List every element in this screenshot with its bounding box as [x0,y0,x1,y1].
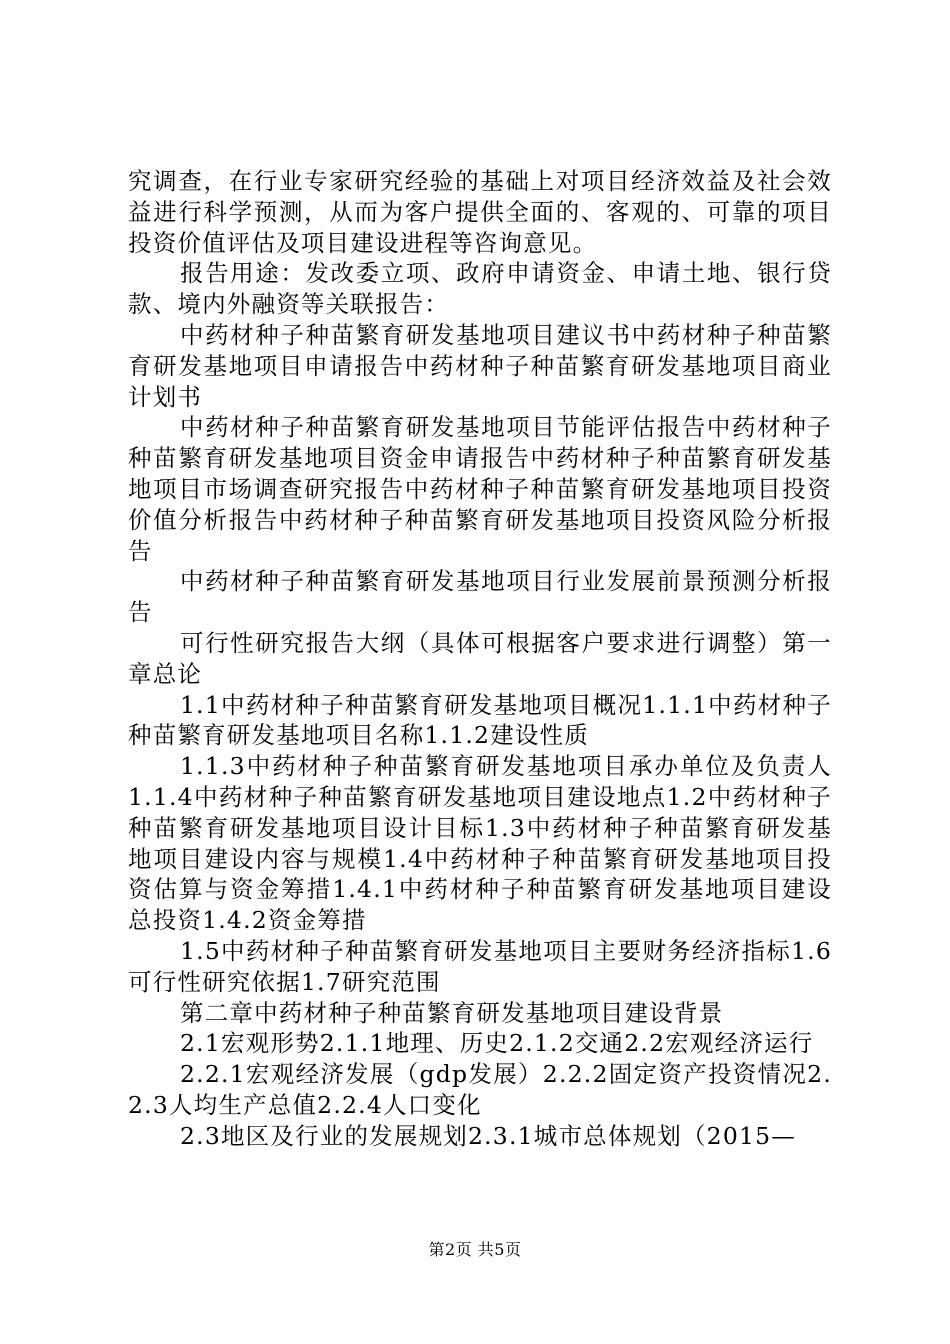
page-number: 第2页 共5页 [428,1240,522,1259]
paragraph: 1.1中药材种子种苗繁育研发基地项目概况1.1.1中药材种子种苗繁育研发基地项目名称1.1.2建设性质 [128,690,832,750]
paragraph: 报告用途：发改委立项、政府申请资金、申请土地、银行贷款、境内外融资等关联报告： [128,259,832,319]
paragraph: 第二章中药材种子种苗繁育研发基地项目建设背景 [180,998,724,1027]
paragraph: 2.2.1宏观经济发展（gdp发展）2.2.2固定资产投资情况2.2.3人均生产总值2.2.4人口变化 [128,1060,832,1119]
paragraph: 中药材种子种苗繁育研发基地项目建议书中药材种子种苗繁育研发基地项目申请报告中药材种子种苗繁育研发基地项目商业计划书 [128,320,832,411]
paragraph: 2.3地区及行业的发展规划2.3.1城市总体规划（2015— [180,1121,796,1150]
page-footer [0,1237,950,1260]
paragraph: 中药材种子种苗繁育研发基地项目行业发展前景预测分析报告 [128,567,832,627]
paragraph: 中药材种子种苗繁育研发基地项目节能评估报告中药材种子种苗繁育研发基地项目资金申请报告中药材种子种苗繁育研发基地项目市场调查研究报告中药材种子种苗繁育研发基地项目投资价值分析报告中药材种子种苗繁育研发基地项目投资风险分析报告 [128,413,832,565]
document-body [128,166,832,1152]
paragraph: 1.1.3中药材种子种苗繁育研发基地项目承办单位及负责人1.1.4中药材种子种苗繁育研发基地项目建设地点1.2中药材种子种苗繁育研发基地项目设计目标1.3中药材种子种苗繁育研发基地项目建设内容与规模1.4中药材种子种苗繁育研发基地项目投资估算与资金筹措1.4.1中药材种子种苗繁育研发基地项目建设总投资1.4.2资金筹措 [128,752,832,935]
paragraph: 2.1宏观形势2.1.1地理、历史2.1.2交通2.2宏观经济运行 [180,1029,814,1058]
paragraph: 1.5中药材种子种苗繁育研发基地项目主要财务经济指标1.6可行性研究依据1.7研究范围 [128,936,832,996]
paragraph: 可行性研究报告大纲（具体可根据客户要求进行调整）第一章总论 [128,628,832,688]
paragraph: 究调查，在行业专家研究经验的基础上对项目经济效益及社会效益进行科学预测，从而为客户提供全面的、客观的、可靠的项目投资价值评估及项目建设进程等咨询意见。 [128,167,832,257]
